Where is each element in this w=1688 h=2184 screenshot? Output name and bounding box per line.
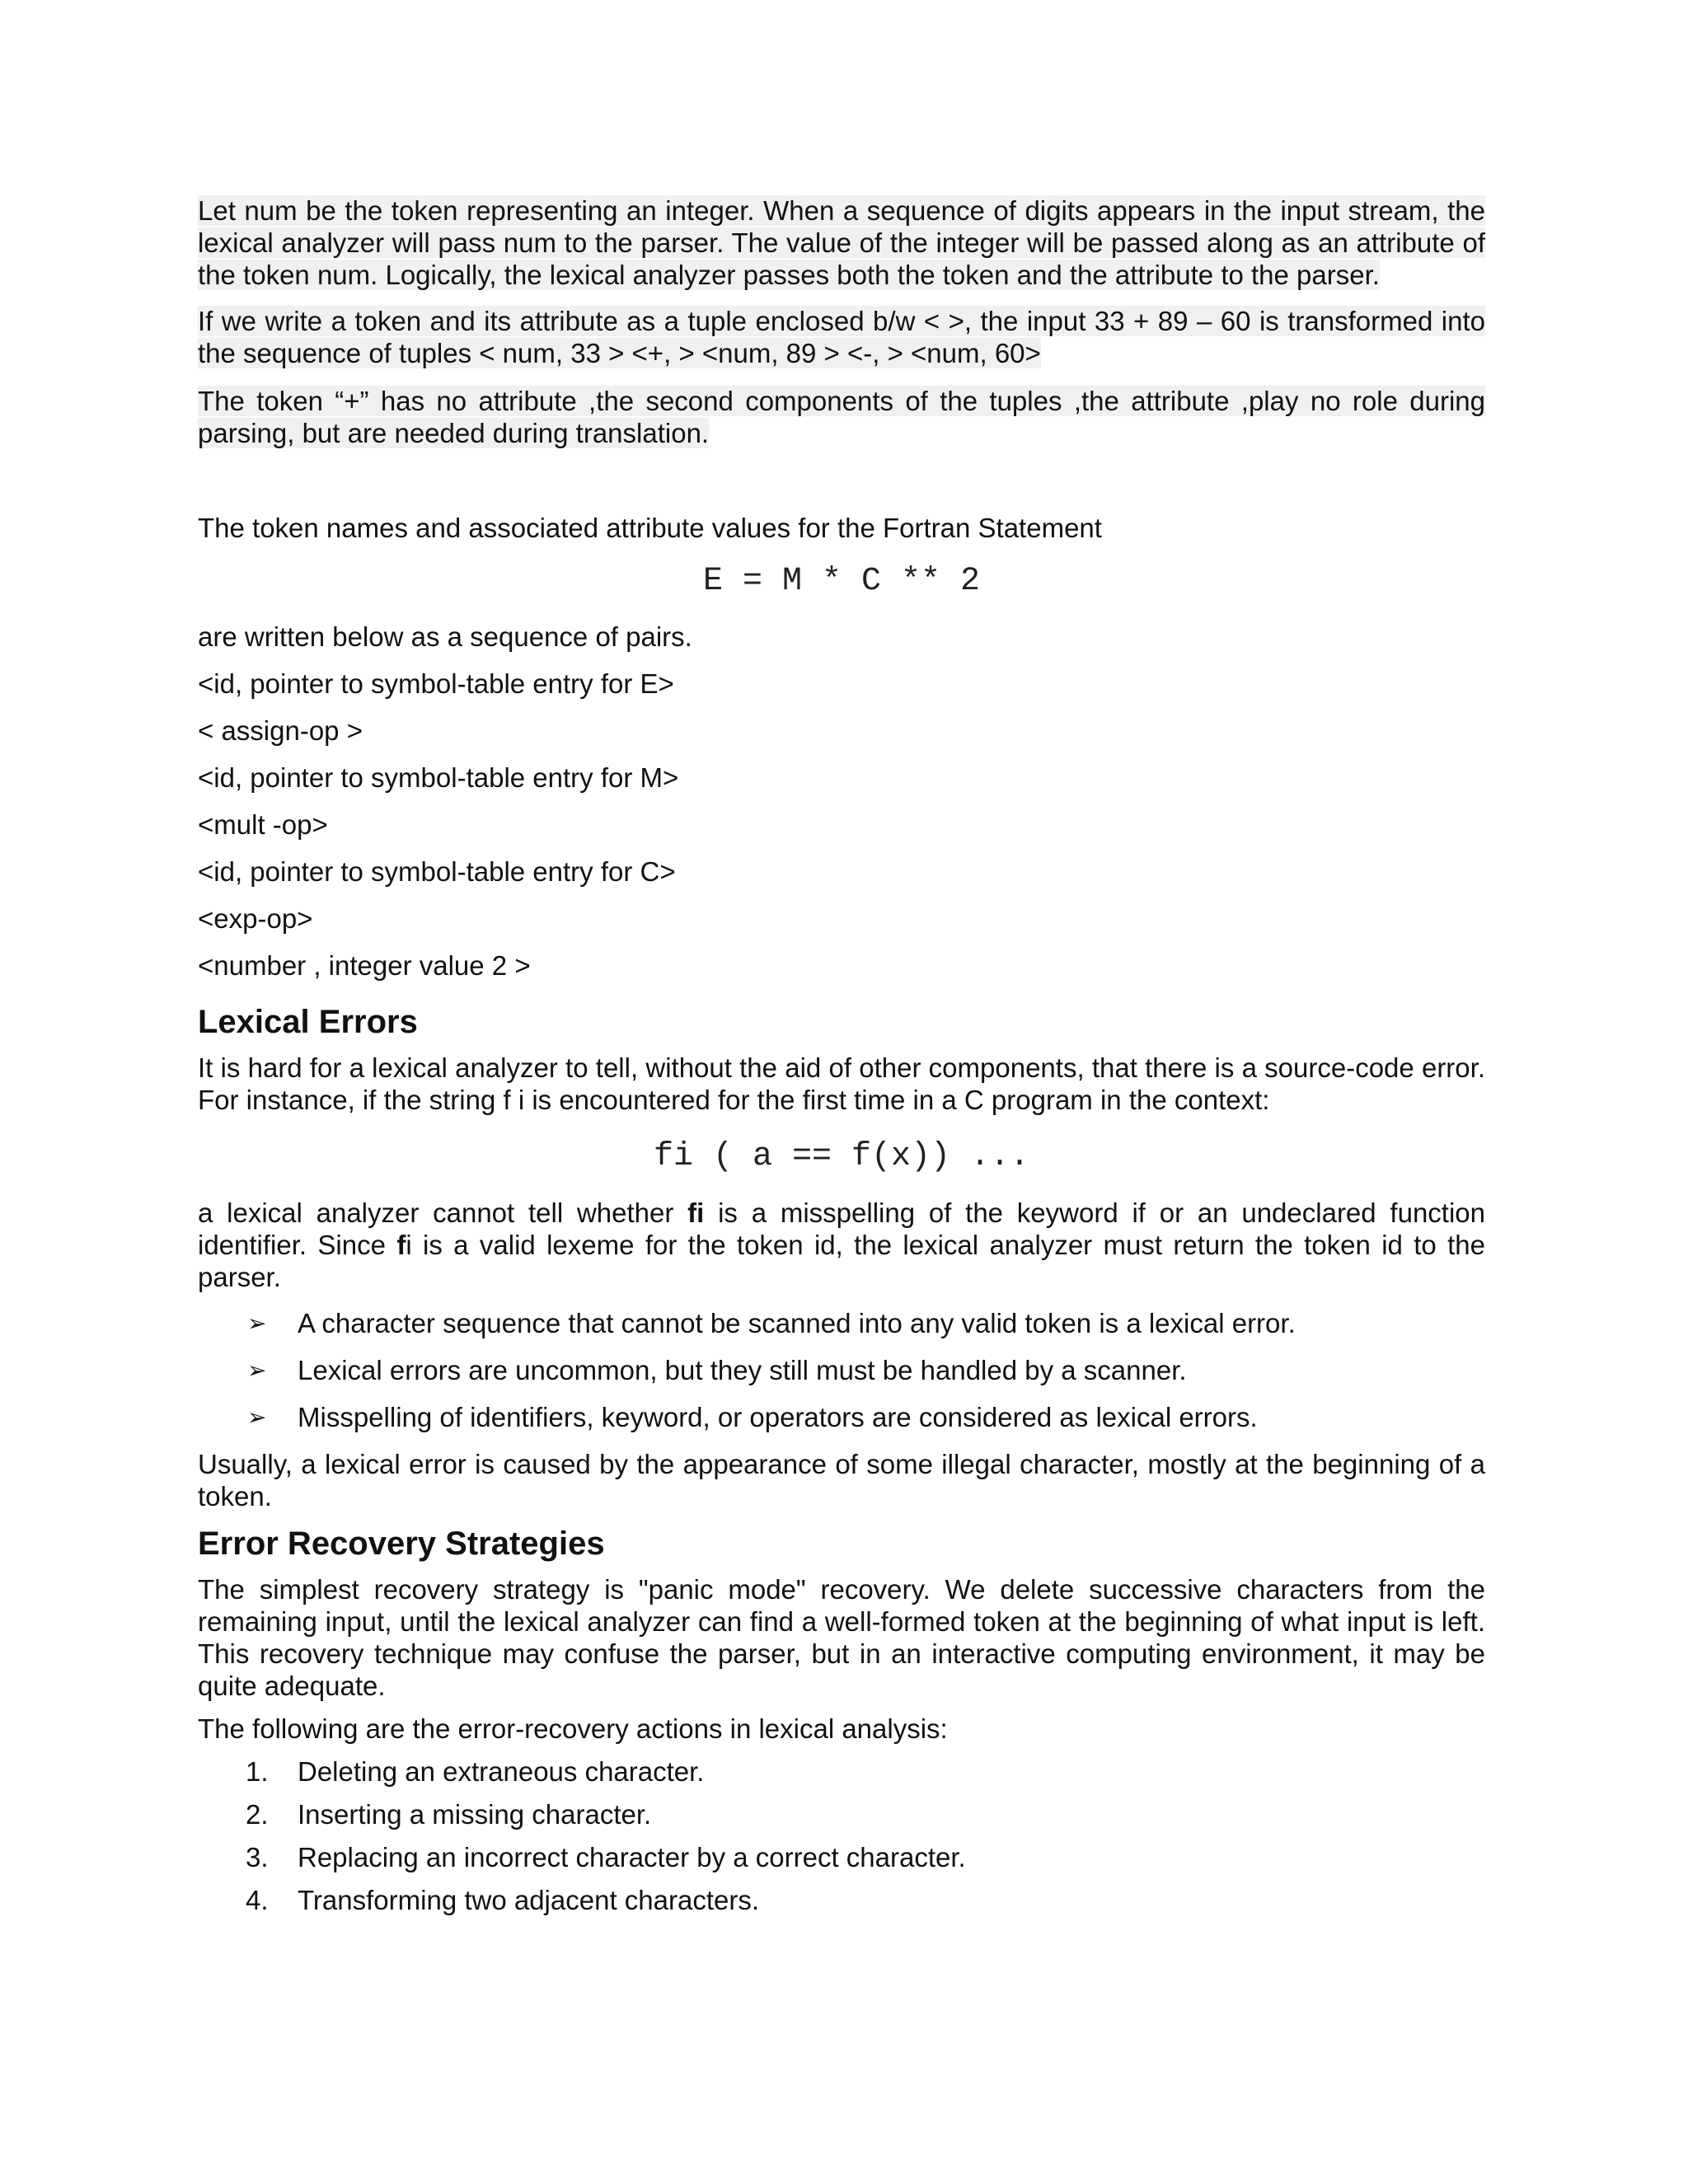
list-item: 4. Transforming two adjacent characters. xyxy=(246,1885,760,1915)
token-pair: <id, pointer to symbol-table entry for E> xyxy=(198,668,674,699)
lexical-errors-paragraph-2: a lexical analyzer cannot tell whether fi is a misspelling of the keyword if or an undeclared function identifier. Since fi is a valid lexeme for the token id, the lexical analyzer must return the token id to the parser. xyxy=(198,1197,1485,1292)
lexical-errors-paragraph-1: It is hard for a lexical analyzer to tell, without the aid of other components, that there is a source-code error. For instance, if the string f i is encountered for the first time in a C program in the context: xyxy=(198,1052,1485,1115)
list-item: 2. Inserting a missing character. xyxy=(246,1799,652,1830)
token-pair: <exp-op> xyxy=(198,903,313,934)
arrow-bullet-icon: ➢ xyxy=(247,1357,267,1384)
lexical-error-bullet-list xyxy=(198,1307,1485,1433)
token-pair: <mult -op> xyxy=(198,809,328,840)
fortran-follow-text: are written below as a sequence of pairs. xyxy=(198,621,692,652)
list-item: ➢ Misspelling of identifiers, keyword, or operators are considered as lexical errors. xyxy=(247,1402,1258,1432)
error-recovery-heading: Error Recovery Strategies xyxy=(198,1526,605,1562)
lexical-errors-heading: Lexical Errors xyxy=(198,1004,418,1040)
list-item: 1. Deleting an extraneous character. xyxy=(246,1756,705,1787)
list-item: ➢ A character sequence that cannot be scanned into any valid token is a lexical error. xyxy=(247,1308,1296,1338)
lexical-errors-paragraph-3: Usually, a lexical error is caused by the appearance of some illegal character, mostly at the beginning of a token. xyxy=(198,1449,1485,1511)
token-pair: <id, pointer to symbol-table entry for C> xyxy=(198,856,676,887)
intro-paragraph-2: If we write a token and its attribute as a tuple enclosed b/w < >, the input 33 + 89 – 60 is transformed into the sequence of tuples < num, 33 > <+, > <num, 89 > <-, > <num, 60> xyxy=(198,306,1485,368)
token-pair-list xyxy=(198,668,1485,982)
token-pair: < assign-op > xyxy=(198,715,363,746)
error-recovery-paragraph-2: The following are the error-recovery actions in lexical analysis: xyxy=(198,1713,948,1744)
arrow-bullet-icon: ➢ xyxy=(247,1404,267,1431)
fortran-statement: E = M * C ** 2 xyxy=(702,563,981,600)
list-item: 3. Replacing an incorrect character by a correct character. xyxy=(246,1842,966,1872)
document-page xyxy=(198,194,1485,1916)
code-snippet: fi ( a == f(x)) ... xyxy=(653,1138,1030,1175)
token-pair: <id, pointer to symbol-table entry for M> xyxy=(198,762,679,793)
arrow-bullet-icon: ➢ xyxy=(247,1310,267,1337)
intro-paragraph-1: Let num be the token representing an integer. When a sequence of digits appears in the input stream, the lexical analyzer will pass num to the parser. The value of the integer will be passed along as an attribute of the token num. Logically, the lexical analyzer passes both the token and the attribute to the parser. xyxy=(198,195,1485,290)
list-item: ➢ Lexical errors are uncommon, but they still must be handled by a scanner. xyxy=(247,1355,1187,1385)
error-recovery-paragraph-1: The simplest recovery strategy is "panic mode" recovery. We delete successive characters from the remaining input, until the lexical analyzer can find a well-formed token at the beginning of what input is left. This recovery technique may confuse the parser, but in an interactive computing environment, it may be quite adequate. xyxy=(198,1574,1485,1701)
fortran-lead-text: The token names and associated attribute values for the Fortran Statement xyxy=(198,513,1102,543)
token-pair: <number , integer value 2 > xyxy=(198,950,531,981)
recovery-actions-list xyxy=(198,1755,1485,1916)
intro-paragraph-3: The token “+” has no attribute ,the second components of the tuples ,the attribute ,play no role during parsing, but are needed during translation. xyxy=(198,386,1485,448)
